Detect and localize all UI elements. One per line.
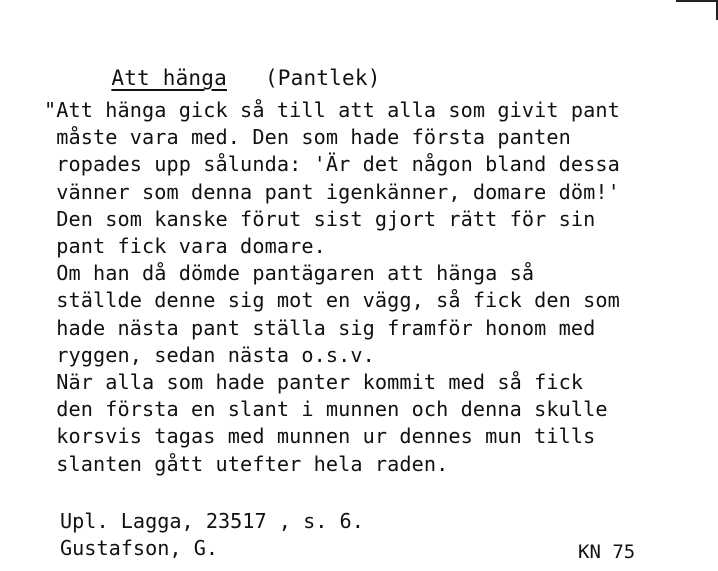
card-subtitle: (Pantlek) [264, 66, 381, 90]
text-line: Den som kanske förut sist gjort rätt för sin [44, 206, 596, 231]
card-title: Att hänga [111, 66, 227, 90]
text-line: ryggen, sedan nästa o.s.v. [44, 342, 375, 367]
text-line: ropades upp sålunda: 'Är det någon bland dessa [44, 152, 620, 177]
card-edge-top [676, 0, 718, 2]
text-line: den första en slant i munnen och denna skulle [44, 397, 608, 422]
archive-code: KN 75 [578, 541, 636, 563]
source-author: Gustafson, G. [60, 536, 219, 561]
source-location: Upl. Lagga, 23517 , s. 6. [60, 509, 364, 533]
text-line: pant fick vara domare. [44, 234, 326, 259]
source-reference [60, 508, 364, 562]
text-line: Om han då dömde pantägaren att hänga så [44, 261, 535, 286]
text-line: När alla som hade panter kommit med så fick [44, 370, 584, 395]
text-line: "Att hänga gick så till att alla som givit pant [44, 98, 620, 122]
text-line: ställde denne sig mot en vägg, så fick den som [44, 288, 620, 313]
text-line: vänner som denna pant igenkänner, domare döm!' [44, 179, 620, 204]
text-line: hade nästa pant ställa sig framför honom med [44, 315, 596, 340]
text-line: korsvis tagas med munnen ur dennes mun tills [44, 424, 596, 449]
text-line: måste vara med. Den som hade första panten [44, 125, 571, 150]
text-line: slanten gått utefter hela raden. [44, 451, 449, 476]
description-text [44, 97, 620, 478]
